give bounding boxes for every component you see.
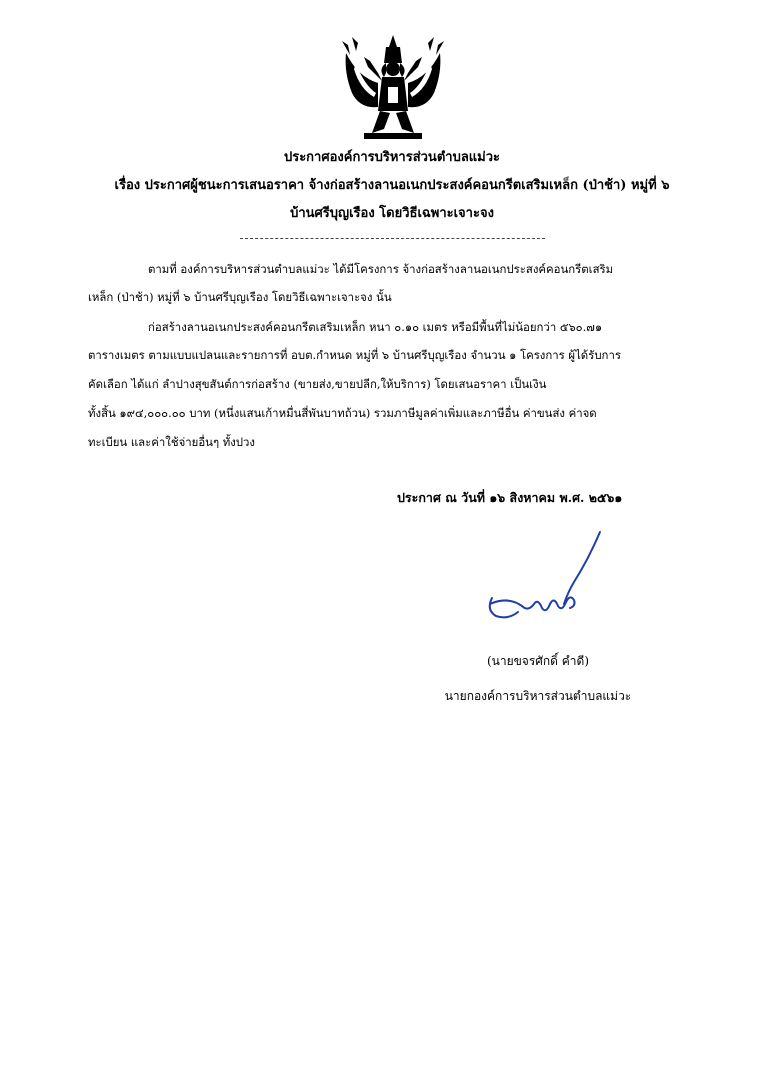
paragraph-2-line-1: ก่อสร้างลานอเนกประสงค์คอนกรีตเสริมเหล็ก หนา ๐.๑๐ เมตร หรือมีพื้นที่ไม่น้อยกว่า ๕๖๐.๗๑	[148, 320, 603, 334]
paragraph-2-line-2: ตารางเมตร ตามแบบแปลนและรายการที่ อบต.กำหนด หมู่ที่ ๖ บ้านศรีบุญเรือง จำนวน ๑ โครงการ ผู้ได้รับการ	[88, 348, 621, 362]
paragraph-2-line-4: ทั้งสิ้น ๑๙๔,๐๐๐.๐๐ บาท (หนึ่งแสนเก้าหมื่นสี่พันบาทถ้วน) รวมภาษีมูลค่าเพิ่มและภาษีอื่น ค่าขนส่ง ค่าจด	[88, 406, 597, 420]
paragraph-1-line-2: เหล็ก (ป่าช้า) หมู่ที่ ๖ บ้านศรีบุญเรือง โดยวิธีเฉพาะเจาะจง นั้น	[88, 290, 392, 304]
paragraph-2-line-5: ทะเบียน และค่าใช้จ่ายอื่นๆ ทั้งปวง	[88, 435, 255, 449]
announcement-org: ประกาศองค์การบริหารส่วนตำบลแม่วะ	[283, 150, 501, 165]
handwritten-signature	[478, 530, 608, 630]
signer-name: (นายขจรศักดิ์ คำดี)	[486, 654, 590, 668]
paragraph-2-line-3: คัดเลือก ได้แก่ ลำปางสุขสันต์การก่อสร้าง (ขายส่ง,ขายปลีก,ให้บริการ) โดยเสนอราคา เป็นเงิน	[88, 377, 547, 391]
garuda-emblem	[338, 33, 448, 143]
announcement-date: ประกาศ ณ วันที่ ๑๖ สิงหาคม พ.ศ. ๒๕๖๑	[397, 490, 623, 505]
divider-line	[240, 238, 545, 239]
signer-position: นายกองค์การบริหารส่วนตำบลแม่วะ	[444, 689, 632, 703]
announcement-subject: เรื่อง ประกาศผู้ชนะการเสนอราคา จ้างก่อสร้างลานอเนกประสงค์คอนกรีตเสริมเหล็ก (ป่าช้า) หมู่ที่ ๖	[114, 178, 670, 193]
announcement-subject-continued: บ้านศรีบุญเรือง โดยวิธีเฉพาะเจาะจง	[290, 206, 494, 221]
paragraph-1-line-1: ตามที่ องค์การบริหารส่วนตำบลแม่วะ ได้มีโครงการ จ้างก่อสร้างลานอเนกประสงค์คอนกรีตเสริม	[148, 262, 614, 276]
